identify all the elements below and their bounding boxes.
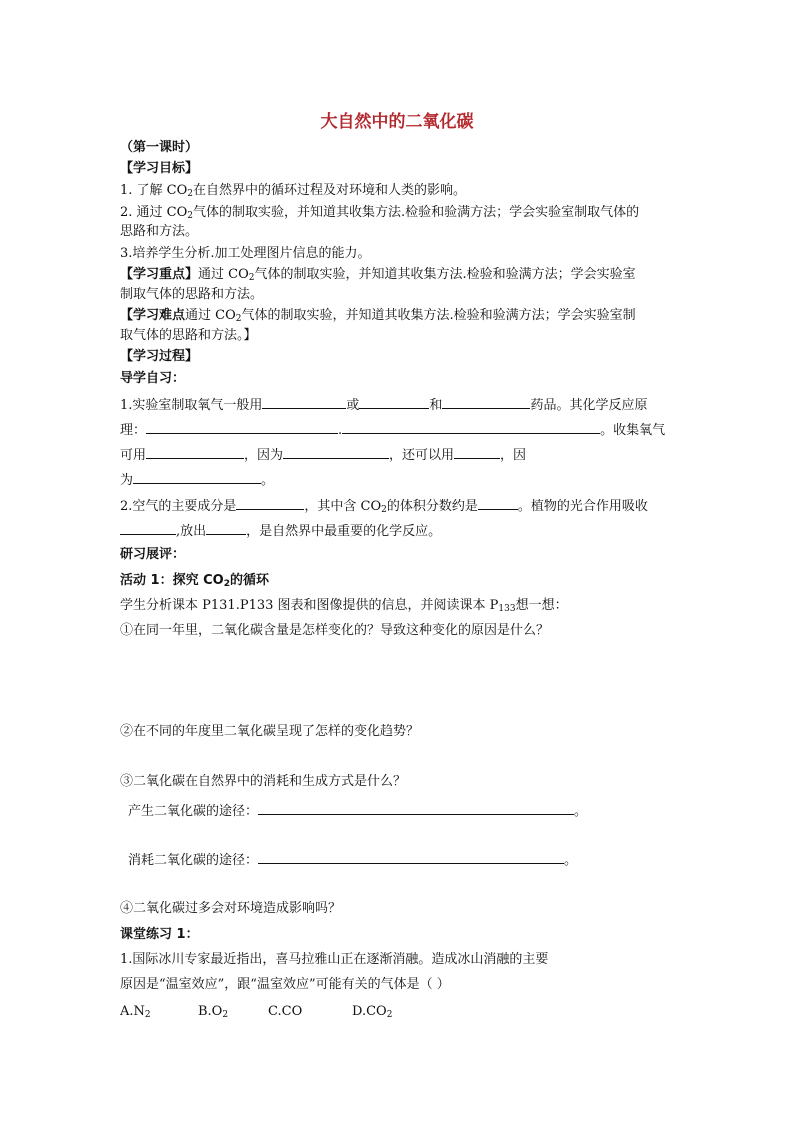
question-1-line-3: 可用 ，因为 ，还可以用 ，因: [120, 445, 526, 465]
reading-instruction: 学生分析课本 P131.P133 图表和图像提供的信息，并阅读课本 $P_{133}$想一想：: [120, 598, 568, 614]
question-circle-2: ②在不同的年度里二氧化碳呈现了怎样的变化趋势？: [120, 724, 420, 739]
question-2-line-2: ,放出 ，是自然界中最重要的化学反应。: [120, 521, 441, 541]
goals-heading: 【学习目标】: [120, 161, 199, 176]
option-c[interactable]: C.CO: [268, 1004, 303, 1019]
key-point-cont: 制取气体的思路和方法。: [120, 287, 264, 302]
question-1-line-1: 1.实验室制取氧气一般用 或 和 药品。其化学反应原: [120, 395, 647, 415]
process-heading: 【学习过程】: [120, 349, 199, 364]
question-2-line-1: 2.空气的主要成分是 ，其中含 $CO_2$的体积分数约是 。植物的光合作用吸收: [120, 496, 648, 516]
page-title: 大自然中的二氧化碳: [320, 112, 474, 132]
question-1-line-4: 为 。: [120, 470, 274, 490]
blank[interactable]: [283, 445, 389, 459]
practice-q1-line-2: 原因是“温室效应”，跟“温室效应”可能有关的气体是（ ）: [120, 977, 450, 992]
question-circle-3: ③二氧化碳在自然界中的消耗和生成方式是什么？: [120, 774, 407, 789]
produce-co2-line: 产生二氧化碳的途径： 。: [128, 801, 587, 821]
blank[interactable]: [206, 521, 246, 535]
practice-q1-line-1: 1.国际冰川专家最近指出，喜马拉雅山正在逐渐消融。造成冰山消融的主要: [120, 952, 549, 967]
goal-2: 2. 通过 $CO_2$气体的制取实验，并知道其收集方法.检验和验满方法；学会实验室制取气体的: [120, 205, 640, 221]
option-a[interactable]: $A.N_2$: [120, 1004, 151, 1020]
blank[interactable]: [454, 445, 500, 459]
blank[interactable]: [342, 420, 600, 434]
lesson-label: （第一课时）: [120, 140, 199, 155]
option-b[interactable]: $B.O_2$: [198, 1004, 229, 1020]
question-circle-4: ④二氧化碳过多会对环境造成影响吗？: [120, 901, 342, 916]
blank[interactable]: [258, 801, 574, 815]
consume-co2-line: 消耗二氧化碳的途径： 。: [128, 850, 577, 870]
blank[interactable]: [236, 496, 304, 510]
goal-3: 3.培养学生分析.加工处理图片信息的能力。: [120, 246, 371, 261]
review-heading: 研习展评：: [120, 547, 186, 562]
difficulty-cont: 取气体的思路和方法。】: [120, 328, 257, 343]
question-circle-1: ①在同一年里，二氧化碳含量是怎样变化的？导致这种变化的原因是什么？: [120, 623, 550, 638]
blank[interactable]: [478, 496, 518, 510]
question-1-line-2: 理： . 。收集氧气: [120, 420, 665, 440]
blank[interactable]: [442, 395, 530, 409]
blank[interactable]: [120, 521, 176, 535]
key-point: 【学习重点】通过 $CO_2$气体的制取实验，并知道其收集方法.检验和验满方法；学会实验室: [120, 267, 636, 283]
blank[interactable]: [146, 420, 338, 434]
blank[interactable]: [146, 445, 244, 459]
guide-heading: 导学自习：: [120, 371, 186, 386]
goal-2-cont: 思路和方法。: [120, 224, 199, 239]
answer-options: [120, 1003, 412, 1021]
activity-1-heading: 活动 1：探究 $CO_2$的循环: [120, 573, 269, 589]
goal-1: 1. 了解 $CO_2$在自然界中的循环过程及对环境和人类的影响。: [120, 183, 467, 199]
blank[interactable]: [258, 850, 564, 864]
blank[interactable]: [359, 395, 429, 409]
blank[interactable]: [133, 470, 261, 484]
difficulty: 【学习难点通过 $CO_2$气体的制取实验，并知道其收集方法.检验和验满方法；学会实验室制: [120, 308, 636, 324]
option-d[interactable]: $D.CO_2$: [352, 1004, 393, 1020]
blank[interactable]: [262, 395, 346, 409]
practice-heading: 课堂练习 1：: [120, 927, 199, 942]
